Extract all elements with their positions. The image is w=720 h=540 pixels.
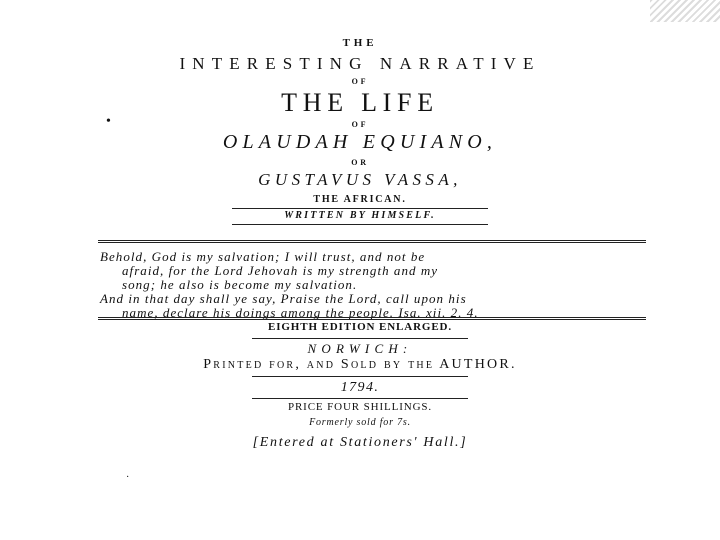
rule-top-written bbox=[232, 208, 488, 209]
epigraph-line-4: And in that day shall ye say, Praise the Lord, call upon his bbox=[100, 291, 467, 306]
rule-above-epigraph bbox=[98, 240, 646, 243]
title-the: THE bbox=[342, 37, 378, 49]
rule-above-year bbox=[252, 376, 468, 377]
epigraph bbox=[100, 250, 645, 320]
the-african: THE AFRICAN. bbox=[313, 194, 407, 205]
epigraph-line-2: afraid, for the Lord Jehovah is my strength and my bbox=[122, 263, 439, 278]
title-interesting-narrative: INTERESTING NARRATIVE bbox=[179, 54, 541, 73]
place: NORWICH: bbox=[307, 341, 413, 356]
scan-artifact bbox=[650, 0, 720, 22]
author-alias: GUSTAVUS VASSA, bbox=[258, 170, 462, 189]
rule-below-epigraph bbox=[98, 317, 646, 320]
epigraph-line-1: Behold, God is my salvation; I will trust, and not be bbox=[100, 249, 426, 264]
title-of-1: OF bbox=[351, 77, 369, 86]
ink-mark: • bbox=[106, 114, 111, 129]
epigraph-line-3: song; he also is become my salvation. bbox=[122, 277, 358, 292]
rule-bottom-written bbox=[232, 224, 488, 225]
epigraph-line-5: name, declare his doings among the people. Isa. xii. 2. 4. bbox=[122, 305, 479, 320]
rule-above-place bbox=[252, 338, 468, 339]
formerly-sold: Formerly sold for 7s. bbox=[309, 417, 411, 428]
entered-stationers-hall: [Entered at Stationers' Hall.] bbox=[252, 435, 468, 450]
price: PRICE FOUR SHILLINGS. bbox=[287, 401, 433, 413]
ink-speck: · bbox=[126, 472, 130, 483]
rule-below-year bbox=[252, 398, 468, 399]
written-by-himself: WRITTEN BY HIMSELF. bbox=[284, 210, 436, 221]
printed-for: Printed for, and Sold by the AUTHOR. bbox=[203, 357, 517, 372]
title-or: OR bbox=[351, 158, 369, 167]
title-of-2: OF bbox=[351, 120, 369, 129]
title-the-life: THE LIFE bbox=[281, 88, 439, 117]
edition: EIGHTH EDITION ENLARGED. bbox=[267, 321, 452, 333]
year: 1794. bbox=[340, 380, 380, 395]
author-name: OLAUDAH EQUIANO, bbox=[222, 131, 498, 153]
